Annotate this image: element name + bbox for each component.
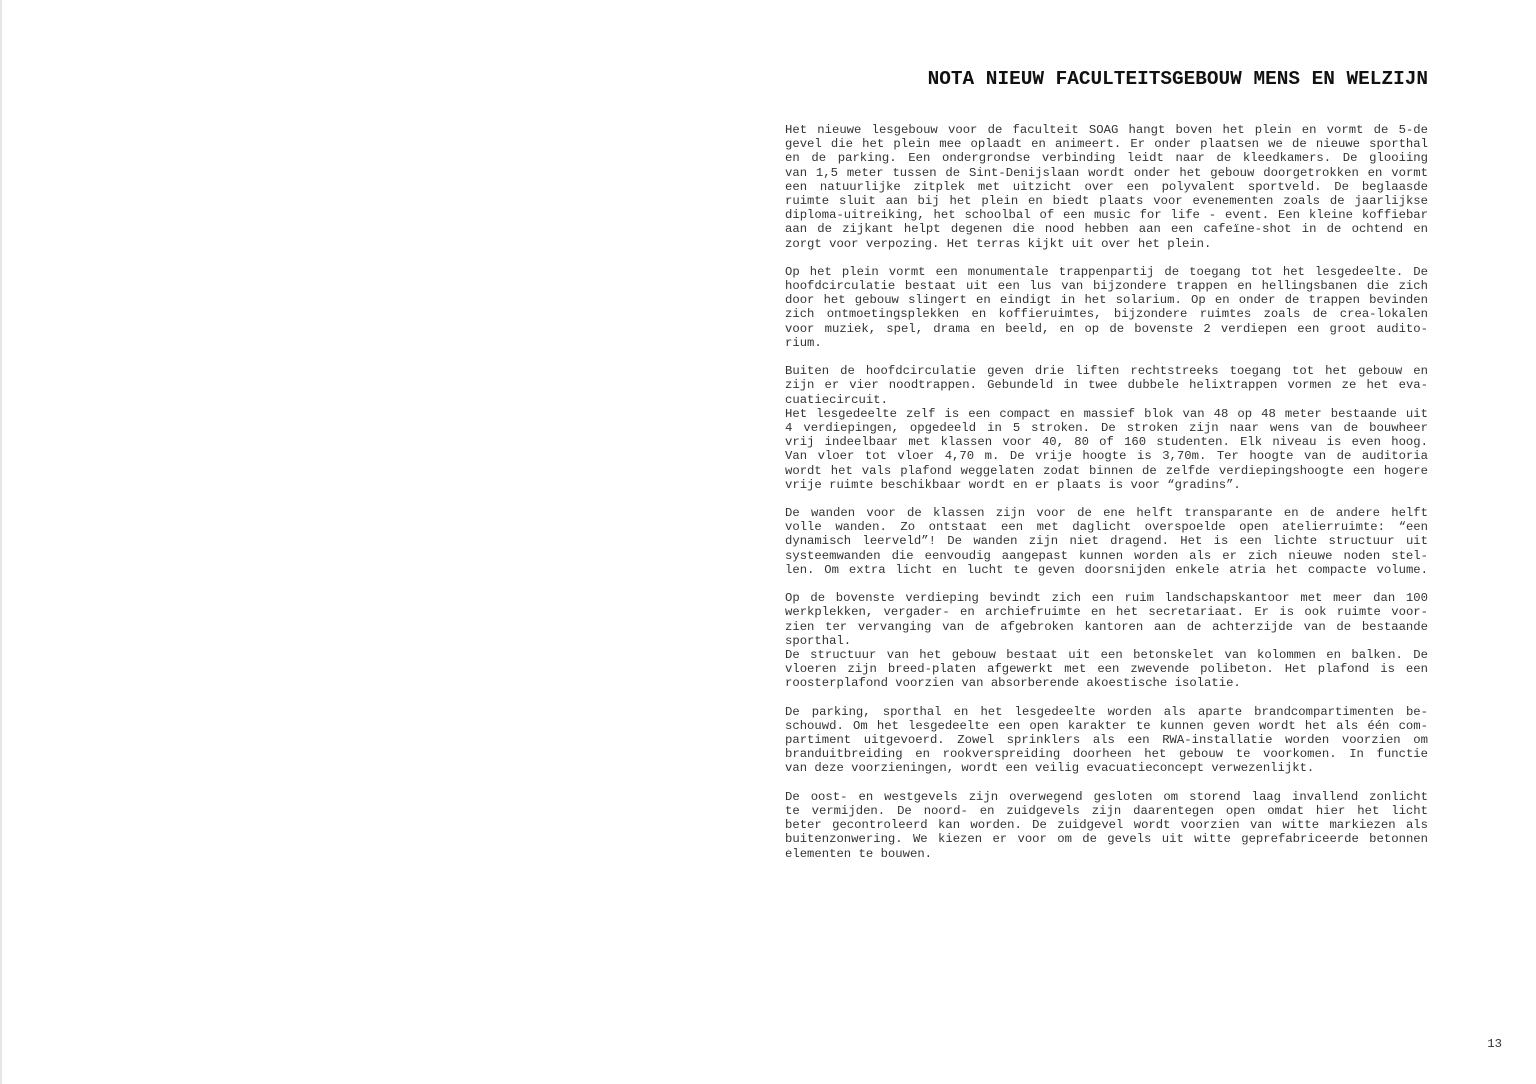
text-line: Van vloer tot vloer 4,70 m. De vrije hoogte is 3,70m. Ter hoogte van de auditoria: [785, 449, 1428, 464]
text-line: De oost- en westgevels zijn overwegend gesloten om storend laag invallend zonlicht: [785, 789, 1428, 804]
text-line: ruimte sluit aan bij het plein en biedt plaats voor evenementen zoals de jaarlijkse: [785, 193, 1428, 208]
text-line: en de parking. Een ondergrondse verbinding leidt naar de kleedkamers. De glooiing: [785, 151, 1428, 166]
text-line: Het nieuwe lesgebouw voor de faculteit SOAG hangt boven het plein en vormt de 5-de: [785, 123, 1428, 137]
text-line: De parking, sporthal en het lesgedeelte worden als aparte brandcompartimenten be-: [785, 704, 1428, 719]
text-line: systeemwanden die eenvoudig aangepast kunnen worden als er zich nieuwe noden stel-: [785, 548, 1428, 563]
text-line: De structuur van het gebouw bestaat uit een betonskelet van kolommen en balken. De: [785, 647, 1428, 662]
text-line: Buiten de hoofdcirculatie geven drie liften rechtstreeks toegang tot het gebouw en: [785, 364, 1428, 379]
paragraph-gap: [785, 350, 1428, 364]
text-line: dynamisch leerveld”! De wanden zijn niet dragend. Het is een lichte structuur uit: [785, 534, 1428, 549]
text-line: rium.: [785, 335, 822, 350]
page-edge-divider: [0, 0, 2, 1084]
paragraph-gap: [785, 776, 1428, 790]
text-line: vrije ruimte beschikbaar wordt en er plaats is voor “gradins”.: [785, 477, 1241, 492]
page-number: 13: [1487, 1037, 1502, 1051]
text-line: voor muziek, spel, drama en beeld, en op de bovenste 2 verdiepen een groot audito-: [785, 321, 1428, 336]
text-line: zich ontmoetingsplekken en koffieruimtes, bijzondere ruimtes zoals de crea-lokalen: [785, 307, 1428, 322]
text-line: zorgt voor verpozing. Het terras kijkt uit over het plein.: [785, 236, 1212, 251]
paragraph-gap: [785, 691, 1428, 705]
paragraph-gap: [785, 492, 1428, 506]
text-line: vrij indeelbaar met klassen voor 40, 80 of 160 studenten. Elk niveau is even hoog.: [785, 435, 1428, 450]
text-line: door het gebouw slingert en eindigt in het solarium. Op en onder de trappen bevinden: [785, 293, 1428, 308]
paragraph-gap: [785, 577, 1428, 591]
text-line: len. Om extra licht en lucht te geven doorsnijden enkele atria het compacte volume.: [785, 562, 1428, 577]
text-line: 4 verdiepingen, opgedeeld in 5 stroken. De stroken zijn naar wens van de bouwheer: [785, 420, 1428, 435]
text-line: werkplekken, vergader- en archiefruimte en het secretariaat. Er is ook ruimte voor-: [785, 605, 1428, 620]
text-line: aan de zijkant helpt degenen die nood hebben aan een cafeïne-shot in de ochtend en: [785, 222, 1428, 237]
text-line: hoofdcirculatie bestaat uit een lus van bijzondere trappen en hellingsbanen die zich: [785, 279, 1428, 294]
text-line: Op het plein vormt een monumentale trappenpartij de toegang tot het lesgedeelte. De: [785, 264, 1428, 279]
text-line: elementen te bouwen.: [785, 846, 933, 861]
text-line: van 1,5 meter tussen de Sint-Denijslaan wordt onder het gebouw doorgetrokken en vormt: [785, 165, 1428, 180]
paragraph-gap: [785, 251, 1428, 265]
text-line: te vermijden. De noord- en zuidgevels zijn daarentegen open omdat hier het licht: [785, 804, 1428, 818]
text-line: diploma-uitreiking, het schoolbal of een music for life - event. Een kleine koffiebar: [785, 208, 1428, 223]
text-line: zien ter vervanging van de afgebroken kantoren aan de achterzijde van de bestaande: [785, 619, 1428, 634]
text-line: wordt het vals plafond weggelaten zodat binnen de zelfde verdiepingshoogte een hogere: [785, 463, 1428, 478]
text-line: schouwd. Om het lesgedeelte een open karakter te kunnen geven wordt het als één com-: [785, 718, 1428, 733]
text-line: Het lesgedeelte zelf is een compact en massief blok van 48 op 48 meter bestaande uit: [785, 406, 1428, 421]
text-line: Op de bovenste verdieping bevindt zich een ruim landschapskantoor met meer dan 100: [785, 591, 1428, 606]
text-line: gevel die het plein mee oplaadt en animeert. Er onder plaatsen we de nieuwe sporthal: [785, 137, 1428, 152]
text-line: De wanden voor de klassen zijn voor de ene helft transparante en de andere helft: [785, 506, 1428, 521]
text-line: partiment uitgevoerd. Zowel sprinklers als een RWA-installatie worden voorzien om: [785, 733, 1428, 748]
text-line: beter gecontroleerd kan worden. De zuidgevel wordt voorzien van witte markiezen als: [785, 818, 1428, 833]
document-page: [785, 64, 1428, 861]
text-line: vloeren zijn breed-platen afgewerkt met een zwevende polibeton. Het plafond is een: [785, 662, 1428, 677]
text-line: een natuurlijke zitplek met uitzicht over een polyvalent sportveld. De beglaasde: [785, 179, 1428, 194]
text-line: cuatiecircuit.: [785, 392, 888, 407]
text-line: sporthal.: [785, 633, 852, 648]
text-line: volle wanden. Zo ontstaat een met daglicht overspoelde open atelierruimte: “een: [785, 520, 1428, 535]
text-line: roosterplafond voorzien van absorberende akoestische isolatie.: [785, 676, 1241, 691]
page-title: NOTA NIEUW FACULTEITSGEBOUW MENS EN WELZIJN: [927, 68, 1428, 90]
text-line: zijn er vier noodtrappen. Gebundeld in twee dubbele helixtrappen vormen ze het eva-: [785, 378, 1428, 393]
text-line: buitenzonwering. We kiezen er voor om de gevels uit witte geprefabriceerde betonnen: [785, 832, 1428, 847]
text-line: branduitbreiding en rookverspreiding doorheen het gebouw te voorkomen. In functie: [785, 747, 1428, 762]
body-text: [785, 123, 1428, 861]
text-line: van deze voorzieningen, wordt een veilig evacuatieconcept verwezenlijkt.: [785, 761, 1315, 776]
